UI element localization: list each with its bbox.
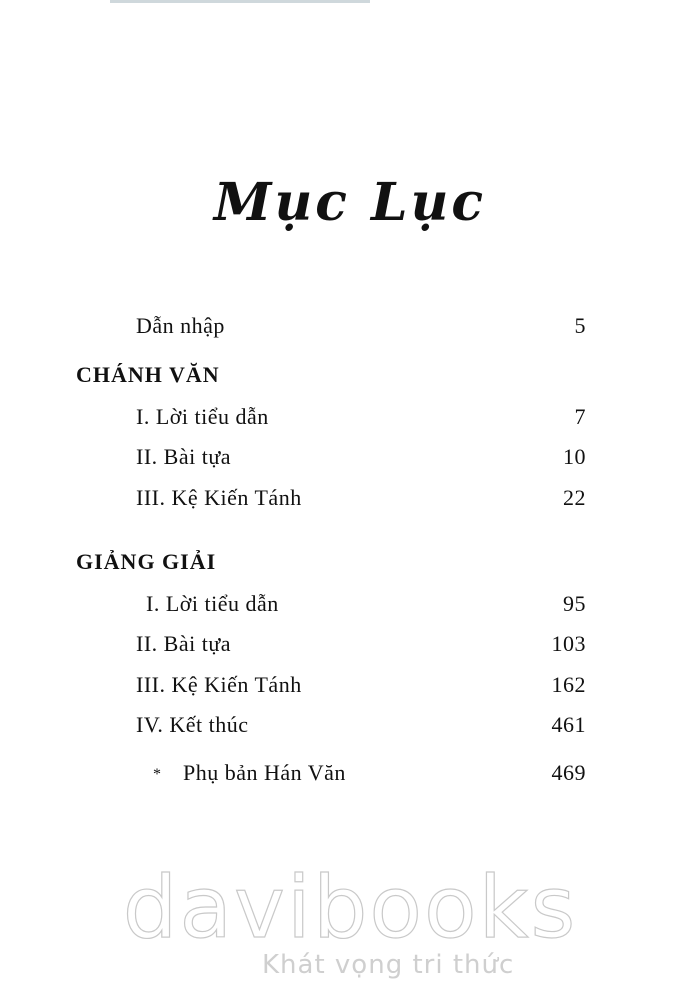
watermark-brand: davibooks xyxy=(122,858,578,958)
watermark-tagline: Khát vọng tri thức xyxy=(262,950,515,980)
bullet-asterisk: * xyxy=(153,766,162,783)
toc-entry-label: Phụ bản Hán Văn xyxy=(183,760,346,785)
top-edge-line xyxy=(110,0,370,3)
toc-entry-page: 461 xyxy=(551,712,586,737)
toc-entry-label: III. Kệ Kiến Tánh xyxy=(136,672,302,697)
toc-entry-page: 5 xyxy=(574,313,586,338)
toc-entry-label: II. Bài tựa xyxy=(136,631,232,656)
toc-entry-page: 95 xyxy=(563,591,586,616)
toc-entry-page: 162 xyxy=(551,672,586,697)
page-title: Mục Lục xyxy=(213,172,487,233)
toc-entry-page: 22 xyxy=(563,485,586,510)
toc-entry-page: 10 xyxy=(563,444,586,469)
toc-entry-page: 7 xyxy=(574,404,586,429)
toc-entry-label: III. Kệ Kiến Tánh xyxy=(136,485,302,510)
section-heading-chanh-van: CHÁNH VĂN xyxy=(76,362,220,387)
toc-entry-label: IV. Kết thúc xyxy=(136,712,249,737)
toc-entry-label: I. Lời tiểu dẫn xyxy=(136,404,269,429)
toc-entry-page: 103 xyxy=(551,631,586,656)
toc-entry-label: I. Lời tiểu dẫn xyxy=(146,591,279,616)
toc-entry-label: Dẫn nhập xyxy=(136,313,225,338)
section-heading-giang-giai: GIẢNG GIẢI xyxy=(76,549,217,574)
toc-entry-label: II. Bài tựa xyxy=(136,444,232,469)
toc-entry-page: 469 xyxy=(551,760,586,785)
